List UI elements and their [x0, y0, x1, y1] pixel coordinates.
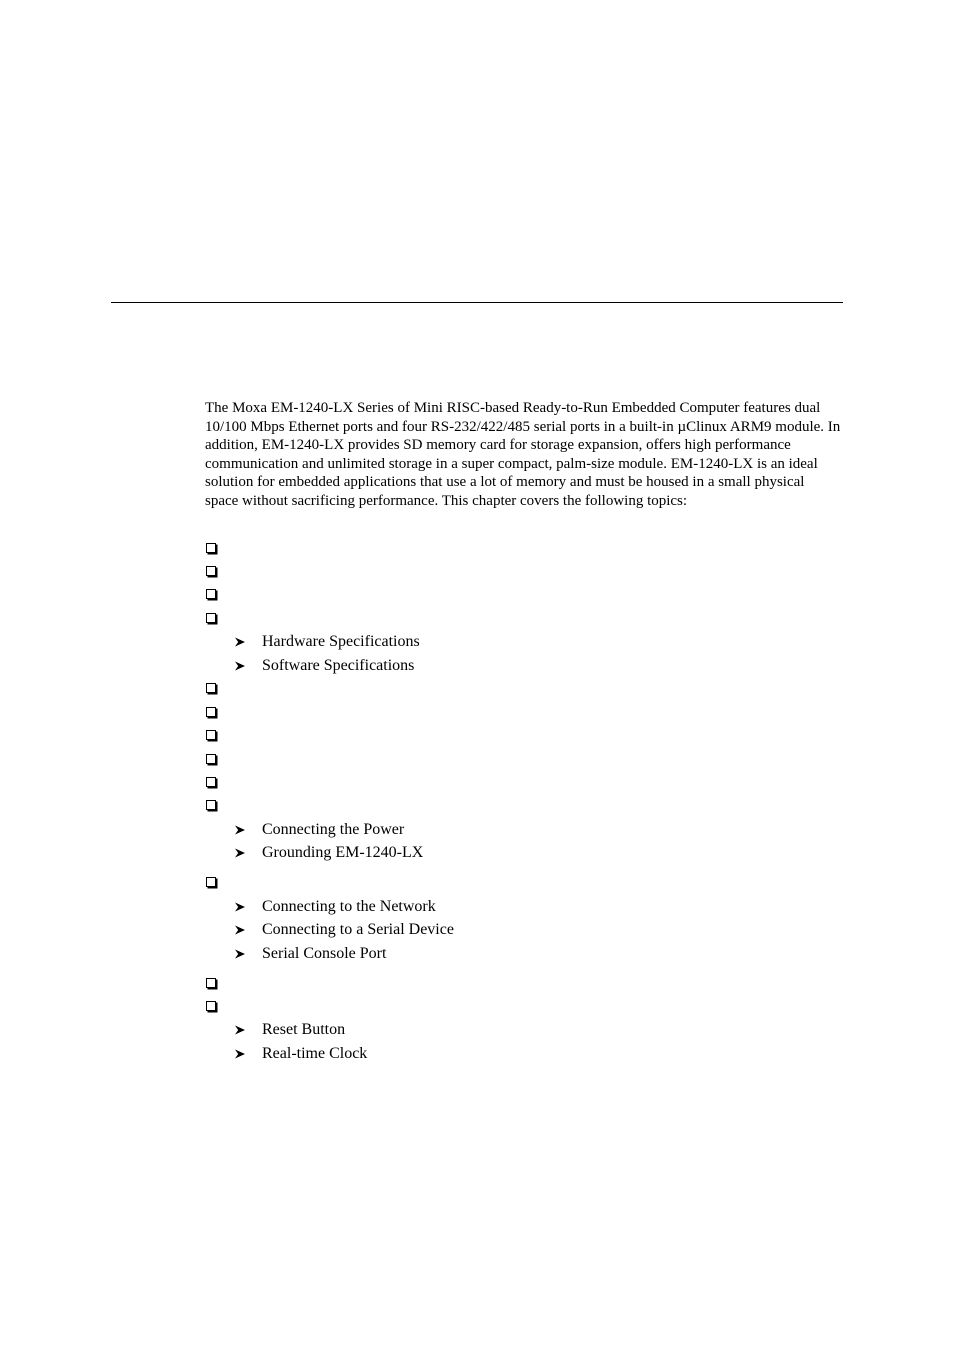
subtopic-serial-console-port: Serial Console Port [262, 945, 387, 962]
arrow-bullet-icon [234, 660, 246, 672]
checkbox-icon [206, 877, 216, 887]
subtopic-hardware-specifications: Hardware Specifications [262, 633, 420, 650]
checkbox-icon [206, 1001, 216, 1011]
arrow-bullet-icon [234, 924, 246, 936]
arrow-bullet-icon [234, 901, 246, 913]
arrow-bullet-icon [234, 1024, 246, 1036]
checkbox-icon [206, 566, 216, 576]
arrow-bullet-icon [234, 636, 246, 648]
arrow-bullet-icon [234, 824, 246, 836]
checkbox-icon [206, 978, 216, 988]
checkbox-icon [206, 707, 216, 717]
subtopic-grounding: Grounding EM-1240-LX [262, 844, 424, 861]
checkbox-icon [206, 730, 216, 740]
intro-paragraph: The Moxa EM-1240-LX Series of Mini RISC-based Ready-to-Run Embedded Computer features dual 10/100 Mbps Ethernet ports and four RS-232/422/485 serial ports in a built-in µClinux ARM9 module. In addition, EM-1240-LX provides SD memory card for storage expansion, offers high performance communication and unlimited storage in a super compact, palm-size module. EM-1240-LX is an ideal solution for embedded applications that use a lot of memory and must be housed in a small physical space without sacrificing performance. This chapter covers the following topics: [205, 400, 841, 509]
subtopic-connecting-the-power: Connecting the Power [262, 821, 405, 838]
arrow-bullet-icon [234, 948, 246, 960]
subtopic-connecting-network: Connecting to the Network [262, 898, 436, 915]
checkbox-icon [206, 754, 216, 764]
subtopic-reset-button: Reset Button [262, 1021, 346, 1038]
subtopic-software-specifications: Software Specifications [262, 657, 415, 674]
checkbox-icon [206, 777, 216, 787]
checkbox-icon [206, 683, 216, 693]
checkbox-icon [206, 589, 216, 599]
arrow-bullet-icon [234, 1048, 246, 1060]
chapter-divider-line [111, 302, 843, 303]
arrow-bullet-icon [234, 847, 246, 859]
subtopic-connecting-serial-device: Connecting to a Serial Device [262, 921, 454, 938]
checkbox-icon [206, 543, 216, 553]
checkbox-icon [206, 613, 216, 623]
subtopic-real-time-clock: Real-time Clock [262, 1045, 368, 1062]
checkbox-icon [206, 800, 216, 810]
